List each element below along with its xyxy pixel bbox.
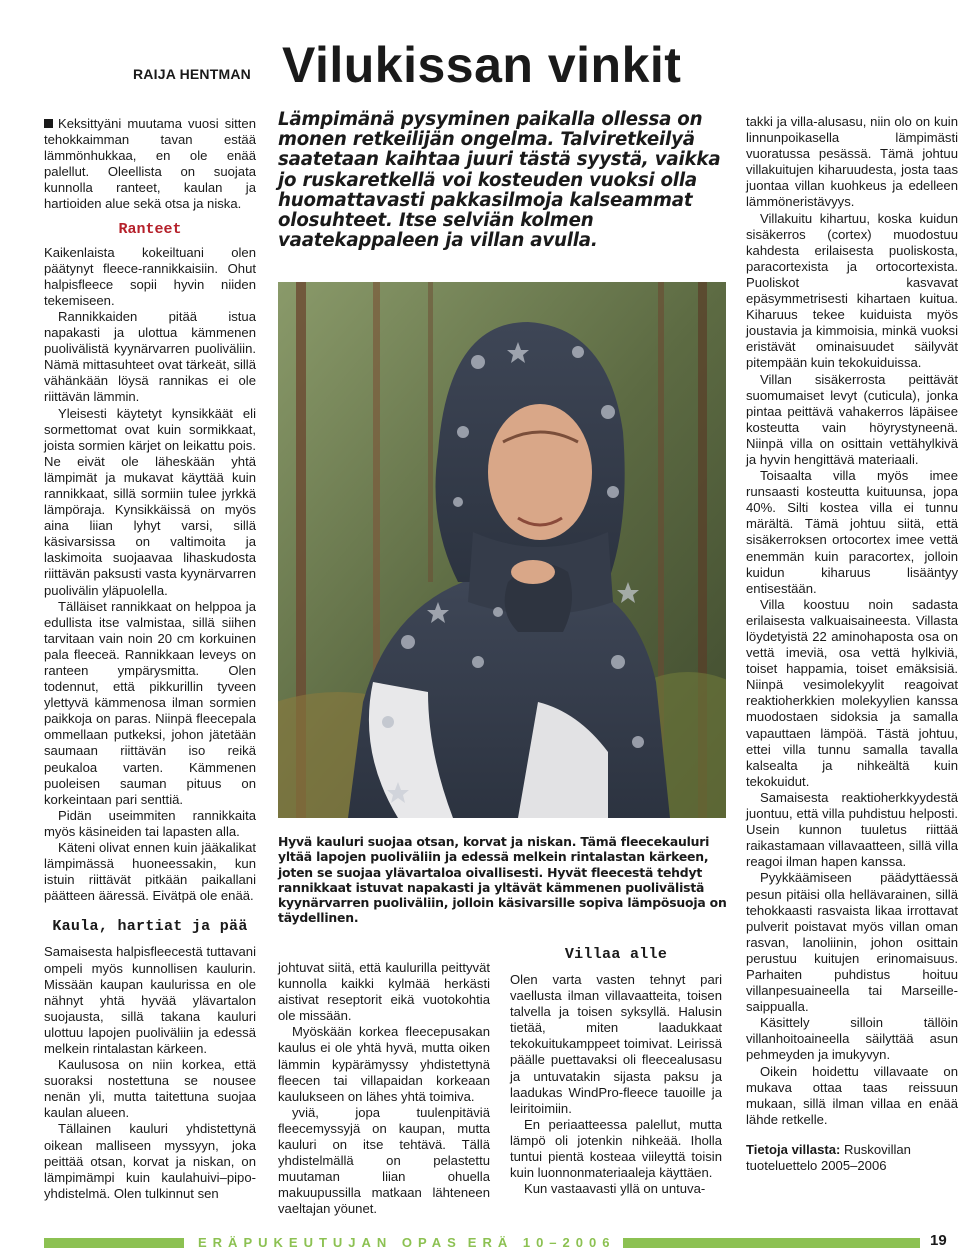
paragraph: Oikein hoidettu villavaate on mukava ottaa taas reissuun mukaan, sillä ilman villaa en enää lähde retkelle. — [746, 1063, 958, 1127]
paragraph: Samaisesta reaktioherkkyydestä juontuu, että villa puhdistuu helposti. Usein kunnon tuuletus riittää raikastamaan villavaatteen, sillä villa reagoi ilman hapen kanssa. — [746, 789, 958, 870]
article-photo — [278, 282, 726, 818]
source-info-label: Tietoja villasta: — [746, 1141, 841, 1157]
author-name: RAIJA HENTMAN — [133, 66, 251, 82]
paragraph: Rannikkaiden pitää istua napakasti ja ulottua kämmenen puolivälistä kyynärvarren puoliväliin. Nämä mittasuhteet ovat tärkeät, sillä vähänkään löysä rannikas ei ole riittävän lämmin. — [44, 308, 256, 405]
footer-bar-left — [44, 1238, 184, 1248]
lead-paragraph: Lämpimänä pysyminen paikalla ollessa on monen retkeilijän ongelma. Talviretkeilyä saatetaan kaihtaa juuri tästä syystä, vaikka jo ruskaretkellä voi kosteuden vuoksi olla huomattavasti pakkasilmoja kalseammat olosuhteet. Itse selviän kolmen vaatekappaleen ja villan avulla. — [278, 109, 721, 252]
paragraph: Tällainen kauluri yhdistettynä oikean malliseen myssyyn, joka peittää otsan, korvat ja niskan, on lämpimämpi kuin kaulahuivi–pipo-yhdistelmä. Olen tulkinnut sen — [44, 1121, 256, 1201]
footer-bar-right — [623, 1238, 920, 1248]
page-footer — [44, 1234, 920, 1251]
paragraph: Käsittely silloin tällöin villanhoitoaineella säilyttää asun pehmeyden ja imukyvyn. — [746, 1015, 958, 1063]
paragraph: Kun vastaavasti yllä on untuva- — [524, 1181, 706, 1197]
paragraph: Villan sisäkerrosta peittävät suomumaiset levyt (cuticula), jonka pintaa peittävä vahakerros läpäisee kosteutta vain höyrystyneenä. Niinpä villa on osittain vettähylkivä ja hyvin hengittävä materiaali. — [746, 371, 958, 467]
page-number: 19 — [930, 1232, 947, 1249]
paragraph: Villa koostuu noin sadasta erilaisesta valkuaisaineesta. Villasta löydetyistä 22 aminohaposta osa on vettä imeviä, osa vettä hylkiviä, toiset happamia, toiset emäksisiä. Niinpä vesimolekyylit reagoivat reaktioherkkien molekyylien kanssa muodostaen sidoksia ja samalla vapauttaen lämpöä. Tästä johtuu, ettei villa tunnu samalla tavalla kalsealta ja nihkeältä kuin tekokuidut. — [746, 596, 958, 789]
heading-villaa-alle: Villaa alle — [564, 946, 668, 963]
paragraph: Olen varta vasten tehnyt pari vaellusta ilman villavaatteita, toisen talvella ja toisen syksyllä. Halusin tietää, miten laadukkaat tekokuitukamppeet toimivat. Leirissä päälle puettavaksi oli fleecealusasu ja untuvatakin sijasta paksu ja laadukas WindPro-fleece tauoille ja leiritoimiin. — [510, 972, 722, 1116]
source-info-text: Ruskovillan tuoteluettelo 2005–2006 — [746, 1141, 911, 1173]
paragraph: Yleisesti käytetyt kynsikkäät eli sormettomat ovat kuin sormikkaat, joista sormien kärjet on leikattu pois. Ne eivät ole läheskään yhtä lämpimät ja mukavat käyttää kuin rannikkaat, sillä sormiin tulee jyrkkä lämpöraja. Kynsikkäissä on myös aina liian lyhyt varsi, sillä käsivarsissa on valtimoita ja laskimoita suojaavaa lihaskudosta riittävän paksusti vasta kyynärvarren puolivälin yläpuolella. — [44, 405, 256, 598]
source-info — [746, 1142, 958, 1174]
photo-caption: Hyvä kauluri suojaa otsan, korvat ja niskan. Tämä fleecekauluri yltää lapojen puoliväliin ja edessä melkein rintalastan kärkeen, joten se suojaa ylävartaloa oivallisesti. Hyvät fleecestä tehdyt rannikkaat istuvat napakasti ja yltävät kämmenen puolivälistä kyynärvarren puoliväliin, jolloin käsivarsille sopiva lämpösuoja on täydellinen. — [278, 834, 727, 926]
paragraph: johtuvat siitä, että kaulurilla peittyvät kunnolla kaikki kylmää herkästi aistivat reseptorit eikä vuotokohtia ole missään. — [278, 960, 490, 1024]
column-2 — [278, 960, 490, 1218]
paragraph: Toisaalta villa myös imee runsaasti kosteutta kuituunsa, jopa 40%. Silti kostea villa ei tunnu märältä. Tämä johtuu siitä, että sisäkerroksen ortocortex imee vettä enemmän kuin paracortex, jolloin kuidun kiharuus lisääntyy entisestään. — [746, 468, 958, 596]
paragraph: yviä, jopa tuulenpitäviä fleecemyssyjä on kaupan, mutta kauluri on itse tehtävä. Tällä yhdistelmällä on pelastettu muutaman liian ohuella makuupussilla matkaan lähteneen vaeltajan yöunet. — [278, 1104, 490, 1217]
intro-paragraph: Keksittyäni muutama vuosi sitten tehokkaimman tavan estää lämmönhukkaa, en ole enää palellut. Oleellista on suojata kunnolla ranteet, kaulan ja hartioiden alue sekä otsa ja niska. — [44, 116, 256, 212]
paragraph: Pidän useimmiten rannikkaita myös käsineiden tai lapasten alla. — [44, 807, 256, 839]
column-3 — [510, 946, 722, 1197]
heading-kaula: Kaula, hartiat ja pää — [52, 918, 248, 936]
photo-woman-fleece-hood — [278, 282, 726, 818]
heading-ranteet: Ranteet — [118, 220, 182, 238]
column-1 — [44, 116, 256, 1202]
paragraph: Samaisesta halpisfleecestä tuttavani ompeli myös kunnollisen kaulurin. Missään kaupan kaulurissa en ole nähnyt yhtä hyvää ylävartalon suojausta, sillä takana kauluri ulottuu lapojen puoliväliin ja edessä melkein rintalastan kärkeen. — [44, 944, 256, 1056]
article-title: Vilukissan vinkit — [282, 37, 682, 93]
paragraph: En periaatteessa palellut, mutta lämpö oli jotenkin nihkeää. Iholla tuntui pientä kosteaa viileyttä toisin kuin luonnonmateriaaleja käyttäen. — [510, 1116, 722, 1181]
paragraph: takki ja villa-alusasu, niin olo on kuin linnunpoikasella lämpimästi vuoratussa pesässä. Tämä johtuu villakuitujen kiharuudesta, josta taas juontaa villan kuohkeus ja edelleen lämmöneristävyys. — [746, 114, 958, 210]
paragraph: Villakuitu kihartuu, koska kuidun sisäkerros (cortex) muodostuu kahdesta erilaisesta puoliskosta, paracortexista ja ortocortexista. Puoliskot kasvavat epäsymmetrisesti kihartaen kuitua. Kiharuus tekee kuiduista myös joustavia ja kimmoisia, minkä vuoksi eristävät ominaisuudet säilyvät pitempään kuin tekokuiduissa. — [746, 210, 958, 371]
paragraph: Kaulusosa on niin korkea, että suoraksi nostettuna se nousee nenän yli, mutta taitettuna suojaa kaulan alueen. — [44, 1057, 256, 1121]
paragraph: Käteni olivat ennen kuin jääkalikat lämpimässä huoneessakin, kun istuin riittävät pitkään paikallani päätteen ääressä. Eivätpä ole enää. — [44, 840, 256, 904]
footer-issue: ERÄ 10–2006 — [467, 1235, 616, 1250]
paragraph: Tälläiset rannikkaat on helppoa ja edullista itse valmistaa, sillä siihen tarvitaan vain noin 20 cm korkuinen pala fleeceä. Rannikkaan leveys on ranteen ympärysmitta. Olen todennut, että pikkurillin tyveen ylettyvä kämmenosa ilman sormien paikkoja on paras. Niinpä fleecepala ommellaan putkeksi, johon jätetään saumaan riittävän iso reikä peukaloa varten. Kämmenen puoleisen sauman pituus on korkeintaan pari senttiä. — [44, 598, 256, 807]
square-bullet-icon — [44, 119, 53, 128]
paragraph: Kaikenlaista kokeiltuani olen päätynyt fleece-rannikkaisiin. Ohut halpisfleece sopii hyvin niiden tekemiseen. — [44, 244, 256, 308]
paragraph: Myöskään korkea fleecepusakan kaulus ei ole yhtä hyvä, mutta oiken lämmin kypärämyssy yhdistettynä fleecen tai villapaidan korkeaan kaulukseen on lähes yhtä toimiva. — [278, 1024, 490, 1104]
paragraph: Pyykkäämiseen päädyttäessä pesun pitäisi olla hellävarainen, sillä tehokkaasti rasvaista likaa irrottavat pulverit poistavat myös villan oman rasvan, lanoliinin, johon osittain perustuu kuitujen erinomaisuus. Parhaiten puhdistus hoituu villanpesuaineella tai Marseille-saippualla. — [746, 870, 958, 1015]
footer-magazine: ERÄPUKEUTUJAN OPAS — [198, 1235, 462, 1250]
column-4 — [746, 114, 958, 1174]
